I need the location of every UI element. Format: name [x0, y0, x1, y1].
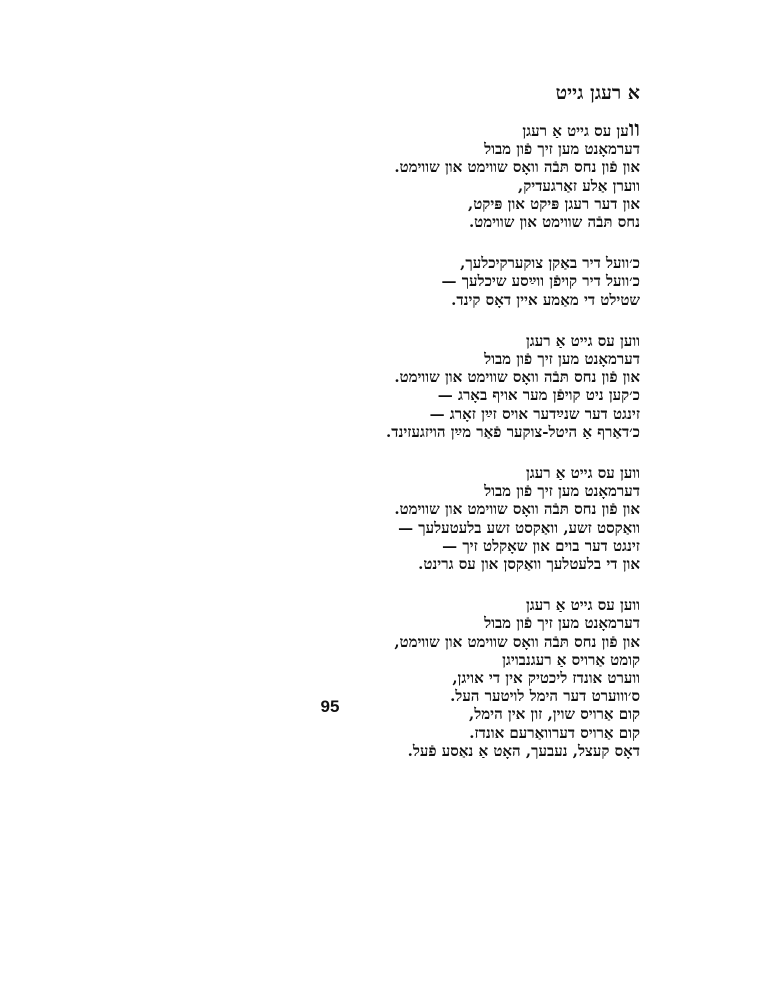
poem-line: דערמאָנט מען זיך פֿון מבול — [484, 140, 640, 159]
poem-line: און פֿון נחס תּבֿה וואָס שווימט און שווימט. — [394, 368, 640, 387]
stanza-2 — [330, 254, 640, 309]
poem-line: וואַקסט זשע, וואַקסט זשע בלעטעלעך — — [398, 518, 640, 537]
stanza-3 — [330, 332, 640, 441]
poem-line: כ׳וועל דיר באַקן צוקערקיכלעך, — [460, 254, 640, 273]
poem-title: א רעגן גייט — [555, 82, 640, 104]
stanza-1 — [330, 116, 640, 232]
poem-line: ווערן אַלע זאַרגעדיק, — [518, 176, 640, 195]
poem-line: ווען עס גייט אַ רעגן — [525, 331, 640, 350]
poem-line-text: ען עס גייט אַ רעגן — [522, 122, 629, 140]
poem-line: קום אַרויס שוין, זון אין הימל, — [469, 705, 640, 724]
poem — [330, 80, 640, 783]
poem-line: ווען עס גייט אַ רעגן — [525, 464, 640, 483]
page-number: 95 — [320, 697, 340, 716]
poem-line: זינגט דער בוים און שאָקלט זיך — — [442, 536, 640, 555]
poem-line: דערמאָנט מען זיך פֿון מבול — [484, 482, 640, 501]
poem-line: כ׳קען ניט קויפֿן מער אויף באָרג — — [437, 386, 640, 405]
poem-line: און פֿון נחס תּבֿה וואָס שווימט און שווימט. — [394, 500, 640, 519]
poem-line: און פֿון נחס תּבֿה וואָס שווימט און שווימט, — [394, 632, 640, 651]
poem-line: ווערט אונדז ליכטיק אין די אויגן, — [452, 669, 640, 688]
poem-line: און פֿון נחס תּבֿה וואָס שווימט און שווימט. — [394, 158, 640, 177]
poem-line: און די בלעטלעך וואַקסן און עס גרינט. — [418, 555, 640, 574]
poem-line: ווען עס גייט אַ רעגן — [525, 596, 640, 615]
poem-line: ס׳וווערט דער הימל לויטער העל. — [450, 687, 640, 706]
poem-line: כ׳וועל דיר קויפֿן ווײַסע שיכלעך — — [441, 272, 640, 291]
poem-line: שטילט די מאַמע איין דאָס קינד. — [451, 290, 640, 309]
poem-line: נחס תּבֿה שווימט און שווימט. — [468, 213, 640, 232]
poem-line: דערמאָנט מען זיך פֿון מבול — [484, 614, 640, 633]
poem-line: און דער רעגן פּיקט און פּיקט, — [468, 194, 640, 213]
poem-line — [330, 116, 640, 142]
poem-line: זינגט דער שנײַדער אויס זײַן זאָרג — — [429, 404, 640, 423]
poem-line: כ׳דאַרף אַ היטל-צוקער פֿאַר מײַן הויזגעזינד. — [386, 422, 640, 441]
stanza-5 — [330, 596, 640, 760]
poem-line: דערמאָנט מען זיך פֿון מבול — [484, 350, 640, 369]
poem-line: קום אַרויס דערוואַרעם אונדז. — [469, 723, 640, 742]
stanza-4 — [330, 464, 640, 573]
poem-line: דאָס קעצל, נעבעך, האָט אַ נאַסע פֿעל. — [407, 741, 640, 760]
poem-line: קומט אַרויס אַ רעגנבויגן — [502, 650, 640, 669]
drop-cap: וו — [628, 116, 640, 142]
